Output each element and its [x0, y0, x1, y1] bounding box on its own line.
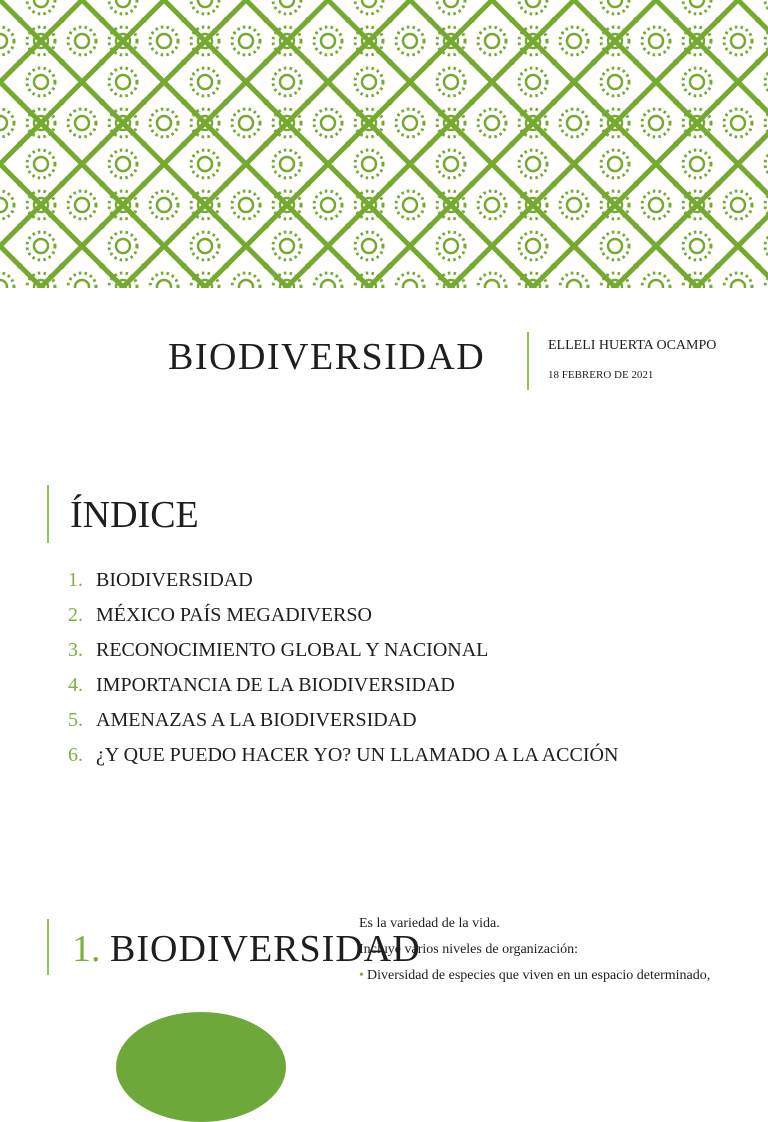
- index-accent-line: [47, 485, 49, 543]
- list-item: [68, 638, 628, 662]
- body-line: Incluye varios niveles de organización:: [359, 942, 578, 957]
- list-item: [68, 603, 628, 627]
- section-number: 1.: [72, 928, 101, 970]
- list-number: 6.: [68, 744, 83, 766]
- list-number: 4.: [68, 674, 83, 696]
- list-number: 1.: [68, 569, 83, 591]
- author-name: ELLELI HUERTA OCAMPO: [548, 338, 717, 353]
- body-line: Es la variedad de la vida.: [359, 916, 500, 931]
- list-text: AMENAZAS A LA BIODIVERSIDAD: [96, 709, 417, 731]
- list-text: ¿Y QUE PUEDO HACER YO? UN LLAMADO A LA ACCIÓN: [96, 744, 619, 766]
- section-accent-line: [47, 919, 49, 975]
- bullet-dot-icon: •: [359, 968, 364, 983]
- decorative-pattern-banner: [0, 0, 768, 288]
- list-text: RECONOCIMIENTO GLOBAL Y NACIONAL: [96, 639, 489, 661]
- index-title: ÍNDICE: [70, 494, 199, 536]
- presentation-date: 18 FEBRERO DE 2021: [548, 369, 654, 381]
- list-text: IMPORTANCIA DE LA BIODIVERSIDAD: [96, 674, 455, 696]
- list-number: 3.: [68, 639, 83, 661]
- list-item: [68, 673, 628, 697]
- list-number: 5.: [68, 709, 83, 731]
- list-text: MÉXICO PAÍS MEGADIVERSO: [96, 604, 372, 626]
- list-item: [68, 743, 628, 767]
- decorative-green-circle: [116, 1012, 286, 1122]
- section-title: BIODIVERSIDAD: [110, 928, 421, 970]
- bullet-text: Diversidad de especies que viven en un espacio determinado,: [367, 968, 711, 983]
- title-divider-line: [527, 332, 529, 390]
- list-item: [68, 708, 628, 732]
- list-number: 2.: [68, 604, 83, 626]
- list-item: [68, 568, 628, 592]
- list-text: BIODIVERSIDAD: [96, 569, 253, 591]
- index-list: [68, 568, 628, 778]
- slide-title: BIODIVERSIDAD: [168, 336, 486, 378]
